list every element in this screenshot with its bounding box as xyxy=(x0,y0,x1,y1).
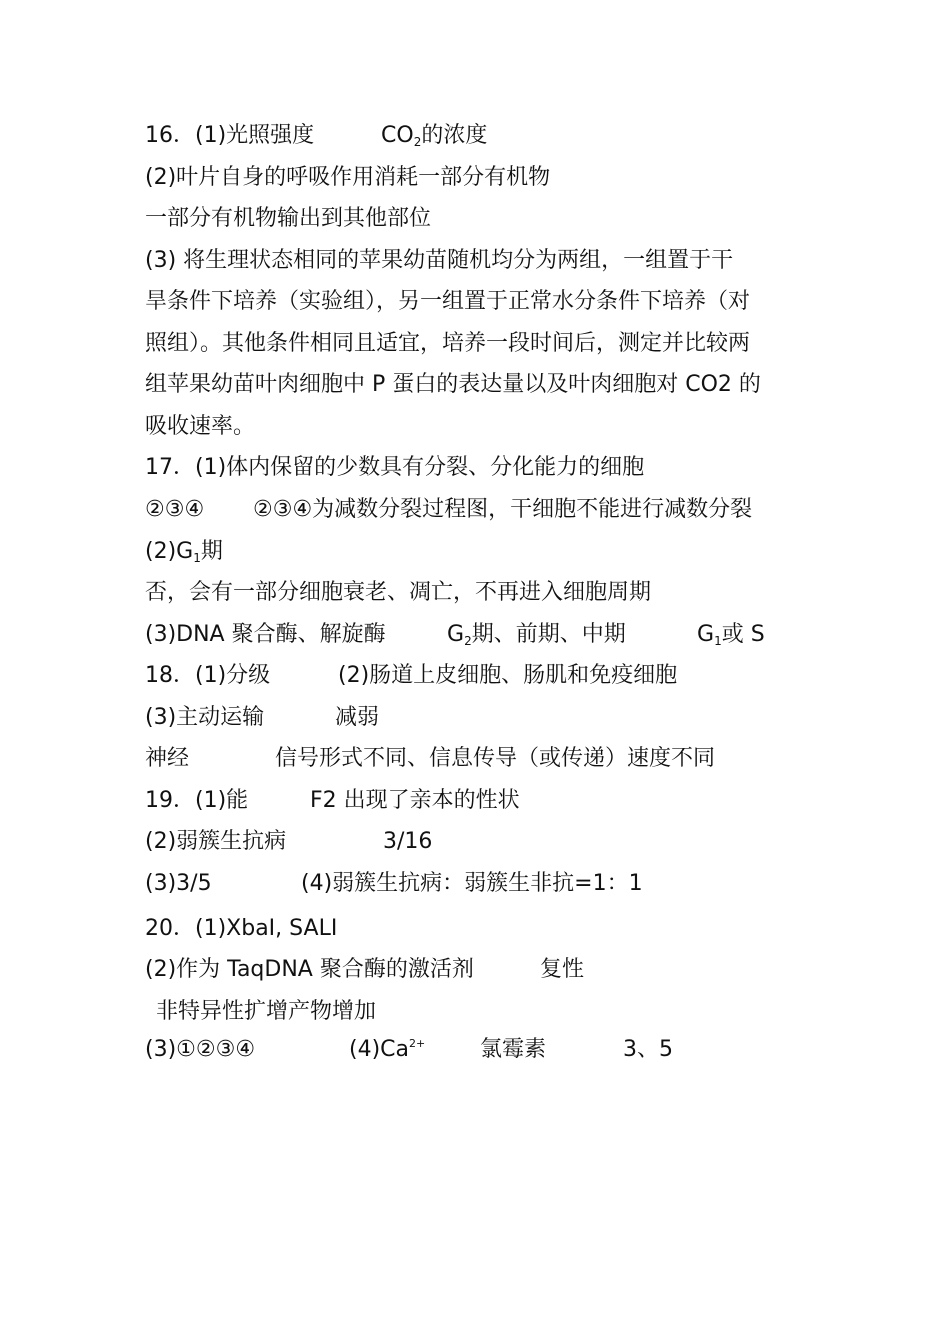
q19-answer-b: F2 出现了亲本的性状 xyxy=(310,788,520,813)
q17-line-1: 17．(1)体内保留的少数具有分裂、分化能力的细胞 xyxy=(145,455,645,480)
q17-part-3-answer-a: (3)DNA 聚合酶、解旋酶 xyxy=(145,622,386,647)
q16-line-7: 组苹果幼苗叶肉细胞中 P 蛋白的表达量以及叶肉细胞对 CO2 的 xyxy=(145,372,761,397)
q20-part-4-answer-a: $(4)Ca^{2+}$ xyxy=(349,1037,426,1062)
q19-part-4-answer: (4)弱簇生抗病：弱簇生非抗=1：1 xyxy=(301,871,643,896)
q17-part-3-answer-c: $G_1$或 S xyxy=(697,622,765,648)
q16-line-6: 照组）。其他条件相同且适宜，培养一段时间后，测定并比较两 xyxy=(145,331,751,356)
q18-answer-c: 神经 xyxy=(145,746,190,771)
q17-line-3: $(2)G_1$期 xyxy=(145,539,223,565)
q20-part-4-answer-b: 氯霉素 xyxy=(480,1037,547,1062)
q20-line-3: 非特异性扩增产物增加 xyxy=(156,999,377,1024)
q17-part-3-answer-b: $G_2$期、前期、中期 xyxy=(447,622,626,648)
q19-part-2-answer-a: (2)弱簇生抗病 xyxy=(145,829,287,854)
q16-line-4: (3) 将生理状态相同的苹果幼苗随机均分为两组，一组置于干 xyxy=(145,248,734,273)
q16-line-5: 旱条件下培养（实验组），另一组置于正常水分条件下培养（对 xyxy=(145,289,751,314)
q18-answer-a: 18．(1)分级 xyxy=(145,663,271,688)
q18-answer-b: (2)肠道上皮细胞、肠肌和免疫细胞 xyxy=(338,663,678,688)
q20-part-3-answer: (3)①②③④ xyxy=(145,1037,256,1062)
q17-answer-a: ②③④ xyxy=(145,497,205,522)
q16-line-8: 吸收速率。 xyxy=(145,414,256,439)
q18-part-3-answer-b: 减弱 xyxy=(335,705,380,730)
q17-line-4: 否，会有一部分细胞衰老、凋亡，不再进入细胞周期 xyxy=(145,580,652,605)
q16-part-1-answer-a: 16．(1)光照强度 xyxy=(145,123,315,148)
q20-line-1: 20．(1)XbaI, SALI xyxy=(145,916,338,941)
q16-line-3: 一部分有机物输出到其他部位 xyxy=(145,206,432,231)
q20-part-4-answer-c: 3、5 xyxy=(623,1037,673,1062)
q18-part-3-answer-a: (3)主动运输 xyxy=(145,705,265,730)
q19-part-2-answer-b: 3/16 xyxy=(383,829,433,854)
q18-answer-d: 信号形式不同、信息传导（或传递）速度不同 xyxy=(275,746,716,771)
q16-line-2: (2)叶片自身的呼吸作用消耗一部分有机物 xyxy=(145,165,551,190)
q16-part-1-answer-b: $CO_2$的浓度 xyxy=(381,123,488,149)
q19-answer-a: 19．(1)能 xyxy=(145,788,249,813)
q19-part-3-answer: (3)3/5 xyxy=(145,871,212,896)
q17-answer-b: ②③④为减数分裂过程图，干细胞不能进行减数分裂 xyxy=(253,497,753,522)
q20-answer-a: (2)作为 TaqDNA 聚合酶的激活剂 xyxy=(145,957,474,982)
q20-answer-b: 复性 xyxy=(540,957,585,982)
